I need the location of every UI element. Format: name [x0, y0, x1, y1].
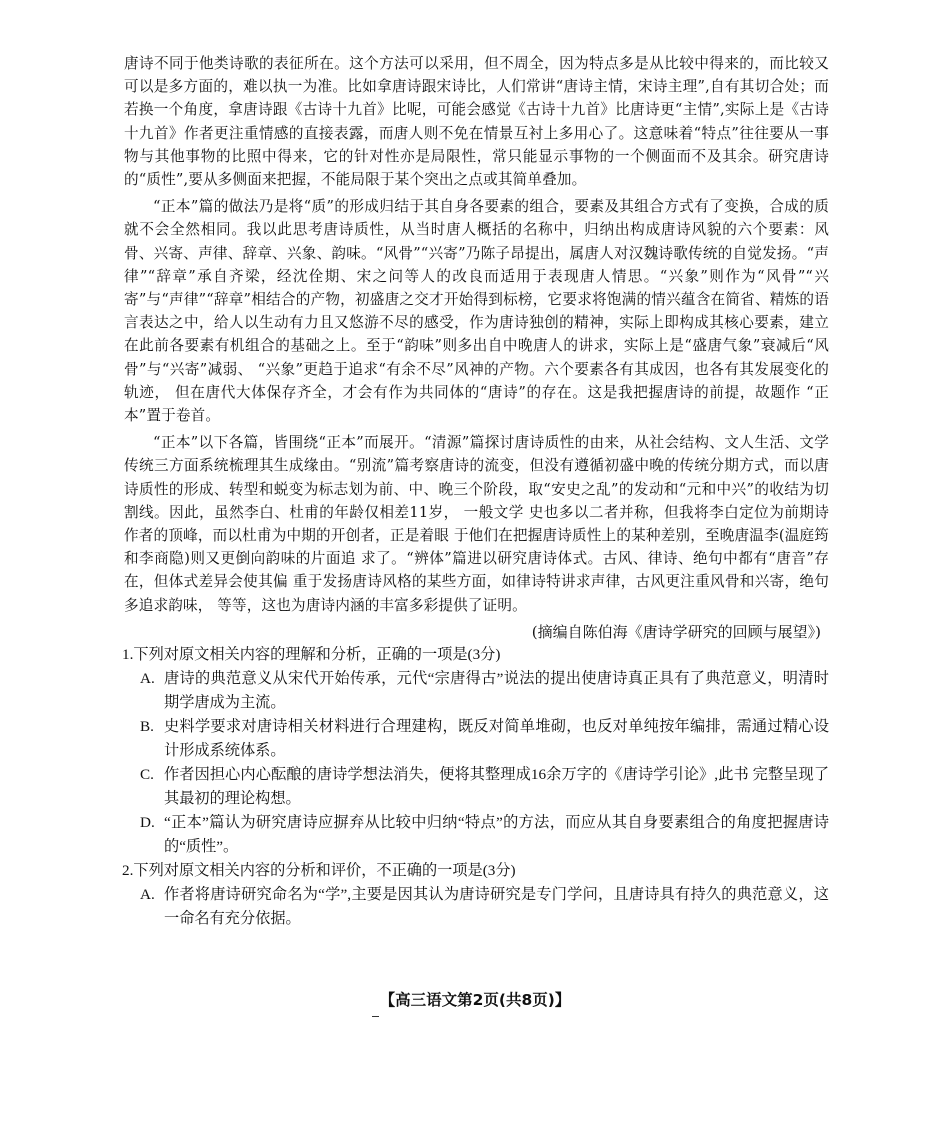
question-1 — [124, 643, 829, 859]
passage-paragraph-1: 唐诗不同于他类诗歌的表征所在。这个方法可以采用，但不周全，因为特点多是从比较中得来的，而比较又可以是多方面的，难以执一为准。比如拿唐诗跟宋诗比，人们常讲“唐诗主情，宋诗主理”,自有其切合处；而若换一个角度，拿唐诗跟《古诗十九首》比呢，可能会感觉《古诗十九首》比唐诗更“主情”,实际上是《古诗十九首》作者更注重情感的直接表露，而唐人则不免在情景互衬上多用心了。这意味着“特点”往往要从一事物与其他事物的比照中得来，它的针对性亦是局限性，常只能显示事物的一个侧面而不及其余。研究唐诗的“质性”,要从多侧面来把握，不能局限于某个突出之点或其简单叠加。 — [124, 55, 829, 189]
option-letter: A. — [140, 669, 155, 687]
option-letter: B. — [140, 717, 154, 735]
exam-page — [124, 52, 829, 931]
option-text: 作者将唐诗研究命名为“学”,主要是因其认为唐诗研究是专门学问，且唐诗具有持久的典范意义，这一命名有充分依据。 — [164, 885, 829, 927]
question-2 — [124, 859, 829, 931]
question-title: 1.下列对原文相关内容的理解和分析，正确的一项是(3分) — [122, 645, 501, 663]
option-text: 史料学要求对唐诗相关材料进行合理建构，既反对简单堆砌，也反对单纯按年编排，需通过精心设计形成系统体系。 — [164, 717, 829, 759]
source-citation: (摘编自陈伯海《唐诗学研究的回顾与展望》) — [531, 622, 821, 641]
option-letter: C. — [140, 765, 154, 783]
passage-paragraph-2: “正本”篇的做法乃是将“质”的形成归结于其自身各要素的组合，要素及其组合方式有了变换，合成的质就不会全然相同。我以此思考唐诗质性，从当时唐人概括的名称中，归纳出构成唐诗风貌的六个要素：风骨、兴寄、声律、辞章、兴象、韵味。“风骨”“兴寄”乃陈子昂提出，属唐人对汉魏诗歌传统的自觉发扬。“声律”“辞章”承自齐梁，经沈佺期、宋之问等人的改良而适用于表现唐人情思。“兴象”则作为“风骨”“兴寄”与“声律”“辞章”相结合的产物，初盛唐之交才开始得到标榜，它要求将饱满的情兴蕴含在简省、精炼的语言表达之中，给人以生动有力且又悠游不尽的感受，作为唐诗独创的精神，实际上即构成其核心要素，建立在此前各要素有机组合的基础之上。至于“韵味”则多出自中晚唐人的讲求，实际上是“盛唐气象”衰减后“风骨”与“兴寄”减弱、 “兴象”更趋于追求“有余不尽”风神的产物。六个要素各有其成因，也各有其发展变化的轨迹， 但在唐代大体保存齐全，才会有作为共同体的“唐诗”的存在。这是我把握唐诗的前提，故题作 “正本”置于卷首。 — [124, 198, 829, 425]
footer-dash — [372, 1016, 379, 1017]
option-text: “正本”篇认为研究唐诗应摒弃从比较中归纳“特点”的方法，而应从其自身要素组合的角度把握唐诗的“质性”。 — [164, 813, 829, 855]
option-c[interactable] — [140, 763, 829, 811]
option-text: 作者因担心内心酝酿的唐诗学想法消失，便将其整理成16余万字的《唐诗学引论》,此书 完整呈现了其最初的理论构想。 — [164, 765, 829, 807]
passage-paragraph-3: “正本”以下各篇，皆围绕“正本”而展开。“清源”篇探讨唐诗质性的由来，从社会结构、文人生活、文学传统三方面系统梳理其生成缘由。“别流”篇考察唐诗的流变，但没有遵循初盛中晚的传统分期方式，而以唐诗质性的形成、转型和蜕变为标志划为前、中、晚三个阶段，取“安史之乱”的发动和“元和中兴”的收结为切割线。因此，虽然李白、杜甫的年龄仅相差11岁， 一般文学 史也多以二者并称，但我将李白定位为前期诗作者的顶峰，而以杜甫为中期的开创者，正是着眼 于他们在把握唐诗质性上的某种差别，至晚唐温李(温庭筠和李商隐)则又更倒向韵味的片面追 求了。“辨体”篇进以研究唐诗体式。古风、律诗、绝句中都有“唐音”存在，但体式差异会使其偏 重于发扬唐诗风格的某些方面，如律诗特讲求声律，古风更注重风骨和兴寄，绝句多追求韵味， 等等，这也为唐诗内涵的丰富多彩提供了证明。 — [124, 434, 829, 614]
option-text: 唐诗的典范意义从宋代开始传承，元代“宗唐得古”说法的提出使唐诗真正具有了典范意义，明清时期学唐成为主流。 — [164, 669, 829, 711]
option-a[interactable] — [140, 883, 829, 931]
option-b[interactable] — [140, 715, 829, 763]
option-a[interactable] — [140, 667, 829, 715]
question-title: 2.下列对原文相关内容的分析和评价，不正确的一项是(3分) — [122, 861, 516, 879]
option-letter: D. — [140, 813, 155, 831]
option-letter: A. — [140, 885, 155, 903]
option-d[interactable] — [140, 811, 829, 859]
page-footer: 【高三语文第2页(共8页)】 — [379, 991, 571, 1009]
